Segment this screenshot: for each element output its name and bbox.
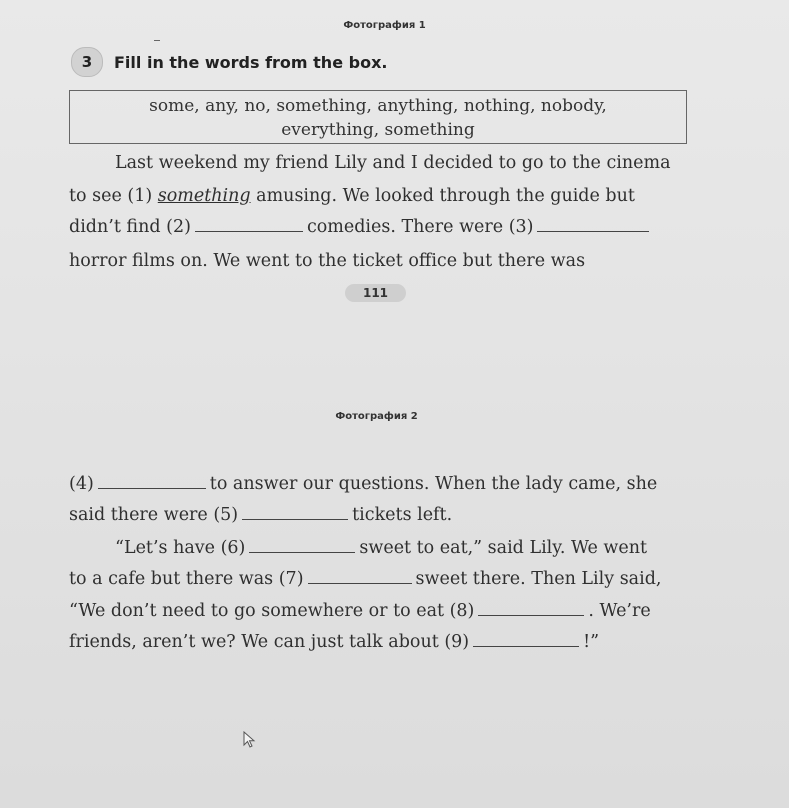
- page-number: 111: [345, 284, 406, 302]
- exercise-number-badge: 3: [71, 47, 103, 77]
- exercise-instruction: Fill in the words from the box.: [114, 53, 388, 72]
- text-segment: (4): [69, 474, 94, 494]
- answer-blank-2: [195, 219, 303, 232]
- text-line: [115, 538, 647, 558]
- text-segment: “We don’t need to go somewhere or to eat (8): [69, 601, 475, 621]
- text-segment: comedies. There were (3): [306, 217, 534, 237]
- text-segment: tickets left.: [352, 505, 453, 525]
- text-segment: didn’t find (2): [69, 217, 191, 237]
- text-segment: to a cafe but there was (7): [69, 569, 304, 589]
- text-line: [69, 601, 651, 621]
- answer-blank-7: [308, 571, 412, 584]
- answer-blank-5: [242, 507, 348, 520]
- text-segment: sweet to eat,” said Lily. We went: [359, 538, 648, 558]
- text-segment: friends, aren’t we? We can just talk about (9): [69, 632, 470, 652]
- example-answer: something: [157, 186, 251, 206]
- text-segment: “Let’s have (6): [115, 538, 246, 558]
- stray-mark: [154, 40, 160, 41]
- answer-blank-8: [478, 603, 584, 616]
- text-segment: . We’re: [588, 601, 651, 621]
- text-segment: sweet there. Then Lily said,: [415, 569, 662, 589]
- text-segment: to answer our questions. When the lady came, she: [209, 474, 658, 494]
- text-line: [69, 569, 661, 589]
- mouse-cursor-icon: [243, 731, 257, 749]
- answer-blank-4: [98, 476, 206, 489]
- text-segment: !”: [583, 632, 600, 652]
- photo-label-2: Фотография 2: [335, 411, 418, 422]
- word-box-line-1: some, any, no, something, anything, nothing, nobody,: [149, 96, 607, 116]
- text-line: Last weekend my friend Lily and I decided to go to the cinema: [115, 153, 671, 173]
- text-segment: amusing. We looked through the guide but: [250, 186, 635, 206]
- text-line: [69, 217, 653, 237]
- photo-label-1: Фотография 1: [343, 20, 426, 31]
- text-line: [69, 474, 657, 494]
- text-line: [69, 632, 599, 652]
- text-segment: said there were (5): [69, 505, 239, 525]
- word-box-line-2: everything, something: [281, 120, 475, 140]
- text-line: [69, 186, 635, 206]
- answer-blank-6: [249, 540, 355, 553]
- answer-blank-3: [537, 219, 649, 232]
- text-line: [69, 505, 452, 525]
- text-line: horror films on. We went to the ticket office but there was: [69, 251, 586, 271]
- word-box: [69, 90, 687, 144]
- text-segment: to see (1): [69, 186, 158, 206]
- answer-blank-9: [473, 634, 579, 647]
